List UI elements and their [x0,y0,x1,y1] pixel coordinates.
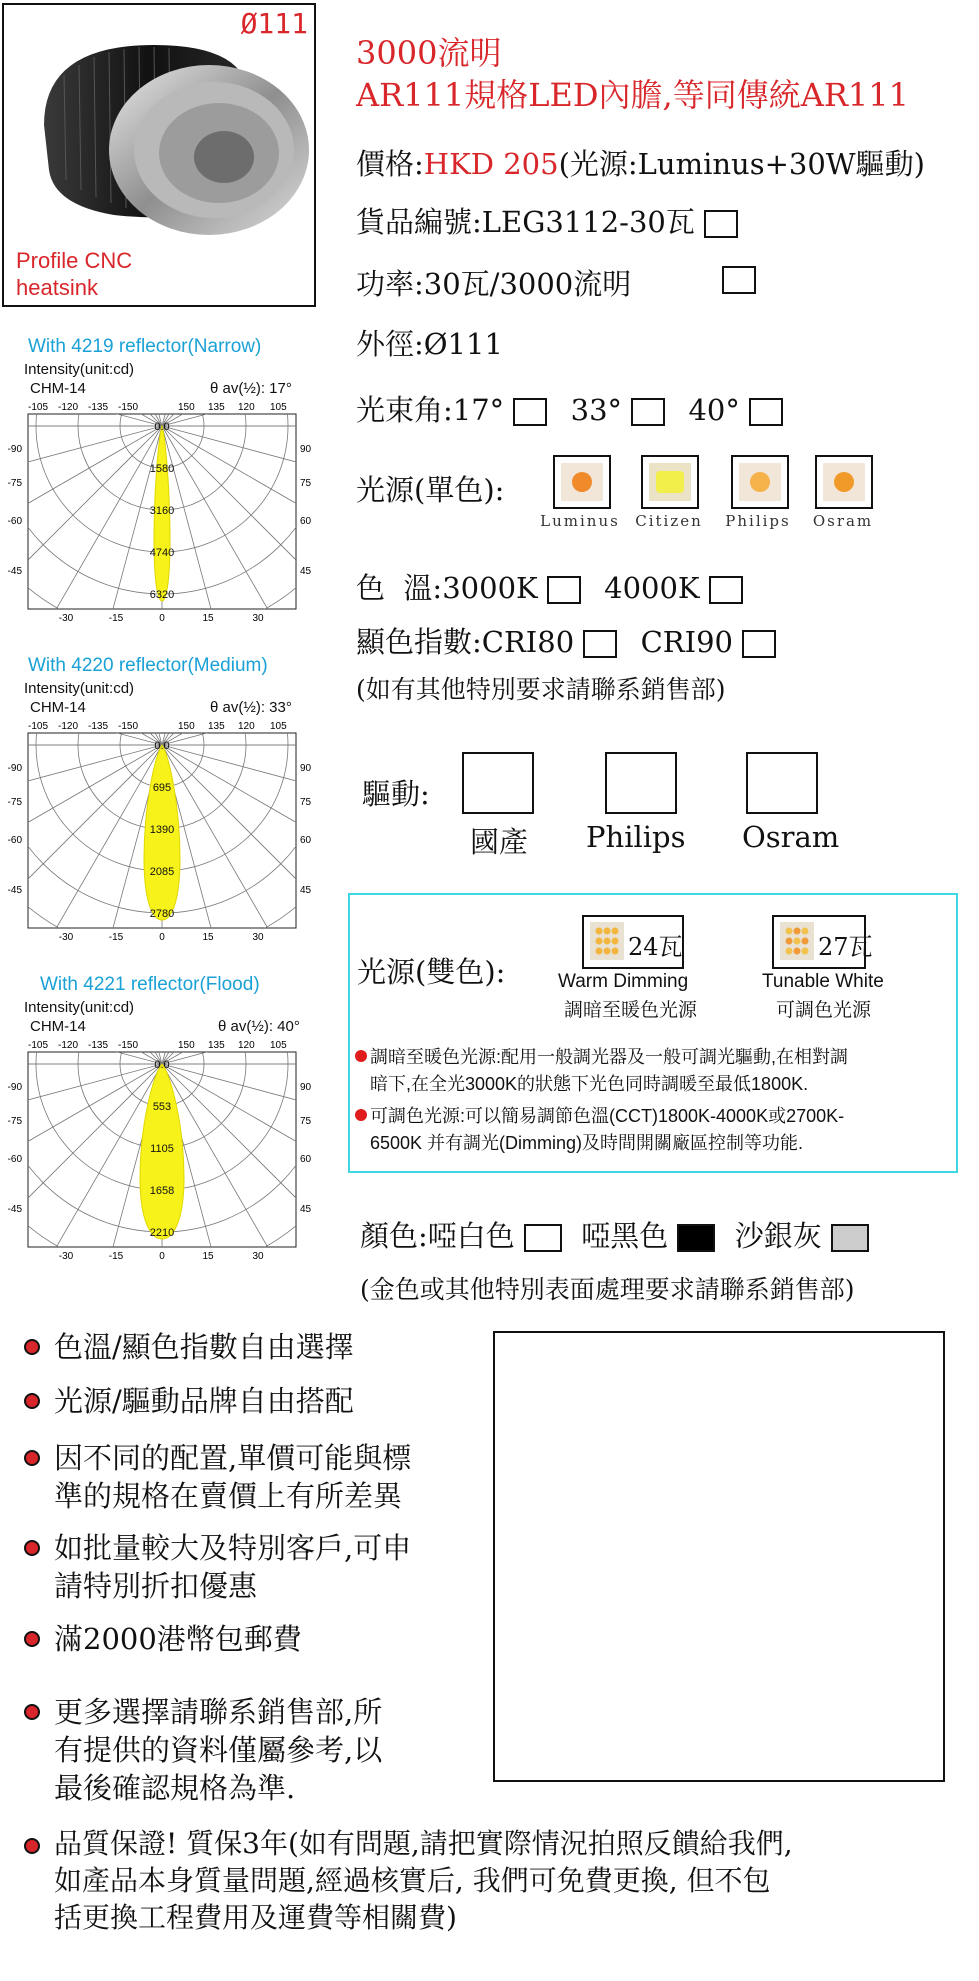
beam-row [356,388,783,429]
beam-17: 17° [452,393,505,427]
tunable-cn: 可調色光源 [776,1000,872,1021]
product-title-2: AR111規格LED內膽,等同傳統AR111 [356,76,910,114]
cct-3000: 3000K [442,571,538,605]
polar-right-tick: 60 [300,516,312,527]
polar-top-tick: -105 [28,721,49,732]
bullet-6-line-3: 最後確認規格為準. [54,1771,296,1805]
polar-bottom-tick: -30 [58,1251,74,1262]
driver-osram-checkbox[interactable] [746,752,818,814]
polar-left-tick: -75 [7,797,22,808]
polar-top-tick: -105 [28,1040,49,1051]
tunable-name: Tunable White [762,971,884,992]
polar-ring-label: 0.0 [154,740,170,752]
polar-ring-label: 1390 [149,824,175,836]
polar-ring-label: 695 [152,782,172,794]
color-black-label: 啞黑色 [581,1219,669,1253]
chart-3-intensity: Intensity(unit:cd) [24,999,135,1016]
photo-caption-1: Profile CNC [16,248,133,273]
price-note: (光源:Luminus+30W驅動) [558,147,925,181]
polar-top-tick: 120 [238,402,255,413]
chart-1-polar-plot [7,396,320,636]
polar-right-tick: 45 [300,885,312,896]
warranty-line-2: 如產品本身質量問題,經過核實后, 我們可免費更換, 但不包 [54,1864,771,1897]
polar-bottom-tick: 30 [252,932,264,943]
price-label: 價格: [356,147,424,181]
cct-4000-checkbox[interactable] [709,576,743,604]
power-checkbox[interactable] [722,266,756,294]
bullet-4 [54,1529,411,1605]
color-row [360,1214,869,1255]
driver-domestic-label: 國產 [470,825,529,859]
polar-top-tick: -135 [88,721,109,732]
dual-note-2-bullet [355,1109,367,1121]
driver-philips-checkbox[interactable] [605,752,677,814]
cct-label: 色 溫: [356,571,443,605]
chart-1-model: CHM-14 [30,380,86,397]
chip-philips-label: Philips [725,512,791,530]
beam-33-checkbox[interactable] [631,398,665,426]
polar-top-tick: -105 [28,402,49,413]
beam-label: 光束角: [356,393,453,427]
polar-left-tick: -90 [7,1082,22,1093]
color-white-label: 啞白色 [427,1219,515,1253]
beam-17-checkbox[interactable] [513,398,547,426]
power-text: 功率:30瓦/3000流明 [356,267,632,301]
polar-bottom-tick: 0 [159,613,165,624]
chart-3 [7,974,320,1274]
polar-left-tick: -75 [7,478,22,489]
polar-ring-label: 553 [152,1101,172,1113]
polar-top-tick: 135 [208,721,225,732]
bullet-3-line-1: 因不同的配置,單價可能與標 [54,1441,412,1475]
chart-2-beam: θ av(½): 33° [210,699,292,716]
bullet-4-line-2: 請特別折扣優惠 [54,1569,258,1603]
polar-right-tick: 75 [300,478,312,489]
polar-top-tick: 105 [270,402,287,413]
chip-osram[interactable] [815,455,873,509]
bullet-6 [54,1693,382,1807]
polar-right-tick: 90 [300,763,312,774]
color-white-swatch[interactable] [524,1224,562,1252]
chart-3-beam: θ av(½): 40° [218,1018,300,1035]
bullet-6-dot [24,1704,40,1720]
price-value: HKD 205 [423,147,559,181]
polar-bottom-tick: 0 [159,1251,165,1262]
polar-left-tick: -60 [7,835,22,846]
beam-40: 40° [688,393,740,427]
chip-citizen[interactable] [641,455,699,509]
polar-ring-label: 1580 [149,463,175,475]
polar-bottom-tick: -15 [108,932,124,943]
cct-row [356,566,743,607]
tunable-chip[interactable] [772,915,873,969]
color-silver-swatch[interactable] [831,1224,869,1252]
driver-domestic-checkbox[interactable] [462,752,534,814]
warm-chip[interactable] [582,915,684,969]
chart-1-title: With 4219 reflector(Narrow) [28,336,262,357]
bullet-2-dot [24,1393,40,1409]
cri-row [356,620,776,661]
polar-ring-label: 1105 [150,1143,174,1155]
polar-top-tick: -150 [118,1040,139,1051]
polar-top-tick: -120 [58,1040,79,1051]
cct-4000: 4000K [604,571,700,605]
bullet-1-dot [24,1339,40,1355]
polar-bottom-tick: -15 [108,613,124,624]
polar-bottom-tick: 30 [252,613,264,624]
bullet-3-dot [24,1450,40,1466]
polar-top-tick: -150 [118,402,139,413]
chart-1-intensity: Intensity(unit:cd) [24,361,135,378]
polar-top-tick: 135 [208,402,225,413]
beam-40-checkbox[interactable] [749,398,783,426]
price-row [356,142,925,183]
bullet-5-dot [24,1631,40,1647]
polar-top-tick: 105 [270,721,287,732]
driver-label: 驅動: [362,777,430,811]
tunable-led-icon [780,922,814,960]
polar-ring-label: 0.0 [154,1059,170,1071]
polar-bottom-tick: 0 [159,932,165,943]
polar-right-tick: 75 [300,1116,312,1127]
driver-philips-label: Philips [586,820,686,854]
polar-left-tick: -90 [7,444,22,455]
warm-cn: 調暗至暖色光源 [564,1000,698,1021]
bullet-3 [54,1439,411,1515]
chip-philips[interactable] [731,455,789,509]
polar-left-tick: -60 [7,516,22,527]
polar-ring-label: 4740 [149,547,175,559]
power-row [356,262,631,303]
bullet-1 [54,1328,354,1366]
polar-right-tick: 45 [300,1204,312,1215]
warm-name: Warm Dimming [558,971,689,992]
chip-luminus[interactable] [553,455,611,509]
polar-top-tick: 150 [178,402,195,413]
bullet-6-line-1: 更多選擇請聯系銷售部,所 [54,1695,383,1729]
dual-note-2-line2: 6500K 并有調光(Dimming)及時間開關廠區控制等功能. [370,1133,804,1153]
source-single-label: 光源(單色): [356,473,505,507]
polar-right-tick: 60 [300,835,312,846]
cri-80-checkbox[interactable] [583,630,617,658]
diameter-text: 外徑:Ø111 [356,327,503,361]
polar-top-tick: 150 [178,721,195,732]
polar-ring-label: 6320 [149,589,175,601]
chart-1-beam: θ av(½): 17° [210,380,292,397]
polar-bottom-tick: -30 [58,613,74,624]
polar-bottom-tick: 15 [202,613,214,624]
warm-watt: 24瓦 [628,933,683,961]
chart-2-polar-plot [7,715,320,955]
chip-citizen-label: Citizen [635,512,703,530]
bullet-1-line-1: 色溫/顯色指數自由選擇 [54,1330,354,1364]
polar-bottom-tick: 15 [202,932,214,943]
bullet-2 [54,1382,354,1420]
bullet-2-line-1: 光源/驅動品牌自由搭配 [54,1384,354,1418]
dual-note-1-line1: 調暗至暖色光源:配用一般調光器及一般可調光驅動,在相對調 [370,1047,848,1067]
warm-led-icon [590,922,624,960]
sku-text: 貨品編號:LEG3112-30瓦 [356,205,695,239]
polar-ring-label: 0.0 [154,421,170,433]
warranty-line-1: 品質保證! 質保3年(如有問題,請把實際情況拍照反饋給我們, [54,1827,793,1860]
polar-ring-label: 3160 [149,505,175,517]
sku-checkbox[interactable] [704,210,738,238]
cri-label: 顯色指數: [356,625,482,659]
polar-left-tick: -45 [7,566,22,577]
polar-ring-label: 2780 [149,908,175,920]
bullet-5 [54,1620,302,1658]
polar-right-tick: 90 [300,444,312,455]
polar-top-tick: 150 [178,1040,195,1051]
polar-top-tick: 135 [208,1040,225,1051]
beam-33: 33° [570,393,623,427]
dual-note-2-line1: 可調色光源:可以簡易調節色溫(CCT)1800K-4000K或2700K- [370,1106,845,1126]
polar-top-tick: 120 [238,721,255,732]
polar-ring-label: 2085 [149,866,175,878]
chart-2 [7,655,320,955]
chip-luminus-label: Luminus [540,512,620,530]
product-title-1: 3000流明 [356,34,502,72]
chart-1 [7,336,320,636]
warranty [54,1825,793,1936]
polar-top-tick: 120 [238,1040,255,1051]
dual-source-box [348,893,958,1173]
dual-note-1-line2: 暗下,在全光3000K的狀態下光色同時調暖至最低1800K. [370,1074,809,1094]
bullet-5-line-1: 滿2000港幣包郵費 [54,1622,302,1656]
size-badge: Ø111 [240,7,308,40]
bullet-3-line-2: 準的規格在賣價上有所差異 [54,1479,403,1513]
polar-ring-label: 2210 [149,1227,175,1239]
driver-osram-label: Osram [742,820,840,854]
color-black-swatch[interactable] [677,1224,715,1252]
polar-top-tick: -120 [58,721,79,732]
polar-bottom-tick: 15 [202,1251,214,1262]
warranty-line-3: 括更換工程費用及運費等相關費) [54,1901,457,1934]
sku-row [356,200,738,241]
polar-right-tick: 90 [300,1082,312,1093]
tunable-watt: 27瓦 [818,933,873,961]
chart-3-title: With 4221 reflector(Flood) [40,974,260,995]
polar-right-tick: 60 [300,1154,312,1165]
polar-bottom-tick: -30 [58,932,74,943]
polar-top-tick: -120 [58,402,79,413]
polar-left-tick: -90 [7,763,22,774]
polar-top-tick: 105 [270,1040,287,1051]
polar-top-tick: -150 [118,721,139,732]
chip-osram-label: Osram [812,512,874,530]
notes-frame [493,1331,945,1782]
polar-right-tick: 45 [300,566,312,577]
cct-3000-checkbox[interactable] [547,576,581,604]
chart-3-polar-plot [7,1034,320,1274]
chart-3-model: CHM-14 [30,1018,86,1035]
polar-left-tick: -45 [7,1204,22,1215]
cri-90: CRI90 [640,625,733,659]
chart-2-model: CHM-14 [30,699,86,716]
polar-left-tick: -45 [7,885,22,896]
special-note: (如有其他特別要求請聯系銷售部) [356,675,726,704]
cri-80: CRI80 [481,625,575,659]
diameter-row [356,322,503,363]
dual-source-label: 光源(雙色): [357,955,506,989]
polar-bottom-tick: 30 [252,1251,264,1262]
polar-right-tick: 75 [300,797,312,808]
warranty-dot [24,1838,40,1854]
product-photo-frame [2,3,316,307]
polar-bottom-tick: -15 [108,1251,124,1262]
color-label: 顏色: [360,1219,428,1253]
polar-left-tick: -75 [7,1116,22,1127]
bullet-4-line-1: 如批量較大及特別客戶,可申 [54,1531,412,1565]
polar-left-tick: -60 [7,1154,22,1165]
chart-2-intensity: Intensity(unit:cd) [24,680,135,697]
chart-2-title: With 4220 reflector(Medium) [28,655,268,676]
polar-top-tick: -135 [88,1040,109,1051]
color-silver-label: 沙銀灰 [734,1219,822,1253]
photo-caption-2: heatsink [16,275,98,300]
polar-top-tick: -135 [88,402,109,413]
bullet-4-dot [24,1540,40,1556]
bullet-6-line-2: 有提供的資料僅屬參考,以 [54,1733,383,1767]
cri-90-checkbox[interactable] [742,630,776,658]
color-note: (金色或其他特別表面處理要求請聯系銷售部) [360,1275,855,1304]
polar-ring-label: 1658 [149,1185,175,1197]
dual-note-1-bullet [355,1050,367,1062]
